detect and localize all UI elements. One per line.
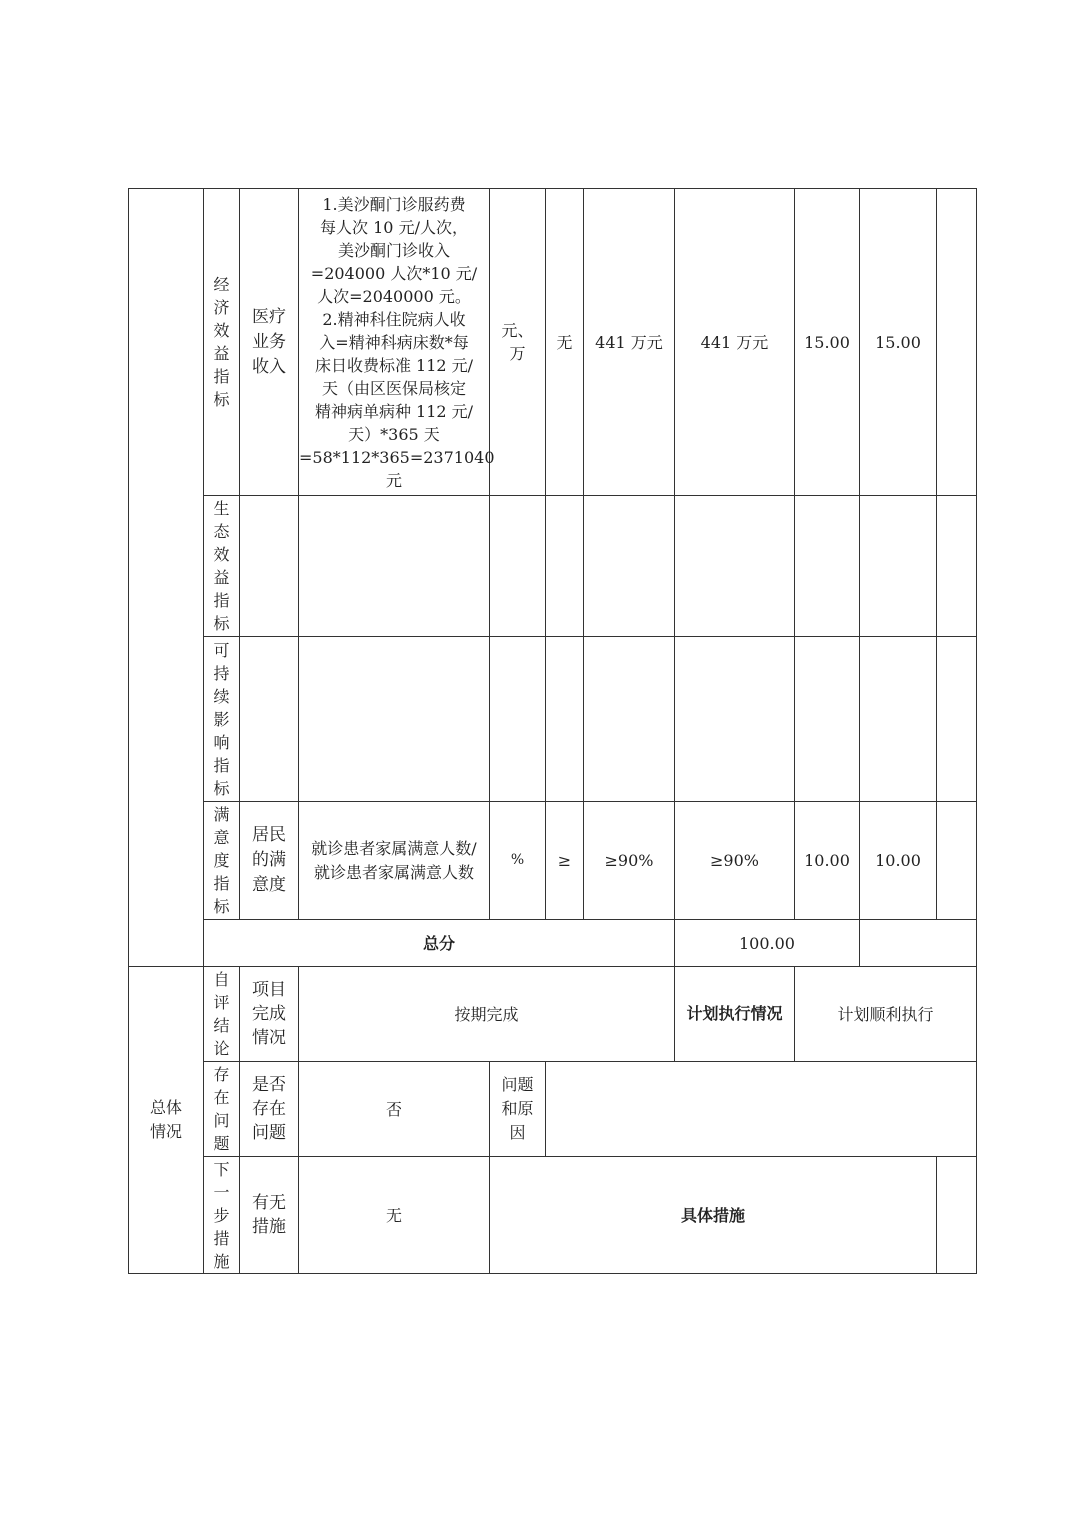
problems-label xyxy=(204,1062,240,1157)
economic-target: 441 万元 xyxy=(584,189,675,496)
satisfaction-category xyxy=(204,802,240,920)
formula-text: 就诊患者家属满意人数/就诊患者家属满意人数 xyxy=(311,838,477,882)
execution-value: 计划顺利执行 xyxy=(795,967,977,1062)
satisfaction-weight: 10.00 xyxy=(795,802,860,920)
economic-note xyxy=(937,189,977,496)
satisfaction-operator: ≥ xyxy=(546,802,584,920)
measures-label: 具体措施 xyxy=(490,1157,937,1274)
satisfaction-actual: ≥90% xyxy=(675,802,795,920)
formula-line: 2.精神科住院病人收 xyxy=(322,309,466,329)
economic-category xyxy=(204,189,240,496)
formula-line: =58*112*365=2371040 xyxy=(299,447,495,467)
sustainable-category xyxy=(204,637,240,802)
completion-label-text: 项目完成情况 xyxy=(251,980,286,1048)
formula-line: 精神病单病种 112 元/ xyxy=(314,401,474,421)
problems-row xyxy=(129,1062,977,1157)
formula-line: =204000 人次*10 元/ xyxy=(310,263,478,283)
economic-weight: 15.00 xyxy=(795,189,860,496)
measures-value xyxy=(937,1157,977,1274)
has-value: 无 xyxy=(299,1157,490,1274)
exist-label-text: 是否存在问题 xyxy=(251,1075,286,1143)
formula-line: 天）*365 天 xyxy=(348,424,440,444)
economic-actual: 441 万元 xyxy=(675,189,795,496)
has-label xyxy=(240,1157,299,1274)
formula-line: 床日收费标准 112 元/ xyxy=(314,355,474,375)
satisfaction-score: 10.00 xyxy=(860,802,937,920)
category-text: 经济效益指标 xyxy=(213,275,230,409)
indicator-text: 医疗业务收入 xyxy=(251,306,286,377)
left-blank-cell xyxy=(129,189,204,967)
formula-line: 入=精神科病床数*每 xyxy=(319,332,469,352)
satisfaction-row xyxy=(129,802,977,920)
ecological-row xyxy=(129,496,977,637)
has-label-text: 有无措施 xyxy=(251,1193,286,1237)
category-text: 可持续影响指标 xyxy=(213,640,230,798)
formula-line: 人次=2040000 元。 xyxy=(317,286,471,306)
formula-line: 每人次 10 元/人次， xyxy=(320,217,468,237)
overall-label-text: 总体情况 xyxy=(149,1098,182,1141)
satisfaction-note xyxy=(937,802,977,920)
total-blank xyxy=(860,920,977,967)
execution-label xyxy=(675,967,795,1062)
satisfaction-target: ≥90% xyxy=(584,802,675,920)
next-steps-label-text: 下一步措施 xyxy=(213,1159,230,1271)
formula-line: 元 xyxy=(385,470,402,490)
economic-operator: 无 xyxy=(546,189,584,496)
self-eval-label xyxy=(204,967,240,1062)
economic-score: 15.00 xyxy=(860,189,937,496)
category-text: 满意度指标 xyxy=(213,805,230,916)
cause-label xyxy=(490,1062,546,1157)
total-label: 总分 xyxy=(204,920,675,967)
economic-row xyxy=(129,189,977,496)
satisfaction-formula xyxy=(299,802,490,920)
formula-line: 1.美沙酮门诊服药费 xyxy=(322,194,466,214)
total-value: 100.00 xyxy=(675,920,860,967)
formula-line: 美沙酮门诊收入 xyxy=(337,240,450,260)
self-eval-label-text: 自评结论 xyxy=(213,970,230,1058)
overall-label xyxy=(129,967,204,1274)
ecological-category xyxy=(204,496,240,637)
execution-label-text: 计划执行情况 xyxy=(686,1004,783,1023)
category-text: 生态效益指标 xyxy=(213,499,230,633)
self-eval-row xyxy=(129,967,977,1062)
total-row xyxy=(129,920,977,967)
cause-value xyxy=(546,1062,977,1157)
exist-label xyxy=(240,1062,299,1157)
exist-value: 否 xyxy=(299,1062,490,1157)
economic-formula xyxy=(299,189,495,496)
economic-indicator xyxy=(240,189,299,496)
indicator-text: 居民的满意度 xyxy=(251,825,286,895)
formula-line: 天（由区医保局核定 xyxy=(321,378,466,398)
satisfaction-unit: % xyxy=(490,802,546,920)
economic-unit xyxy=(490,189,546,496)
satisfaction-indicator xyxy=(240,802,299,920)
completion-value: 按期完成 xyxy=(299,967,675,1062)
sustainable-row xyxy=(129,637,977,802)
cause-label-text: 问题和原因 xyxy=(501,1075,534,1142)
next-steps-label xyxy=(204,1157,240,1274)
performance-table xyxy=(128,188,977,1274)
completion-label xyxy=(240,967,299,1062)
next-steps-row xyxy=(129,1157,977,1274)
problems-label-text: 存在问题 xyxy=(213,1065,230,1153)
unit-text: 元、万 xyxy=(501,321,534,363)
